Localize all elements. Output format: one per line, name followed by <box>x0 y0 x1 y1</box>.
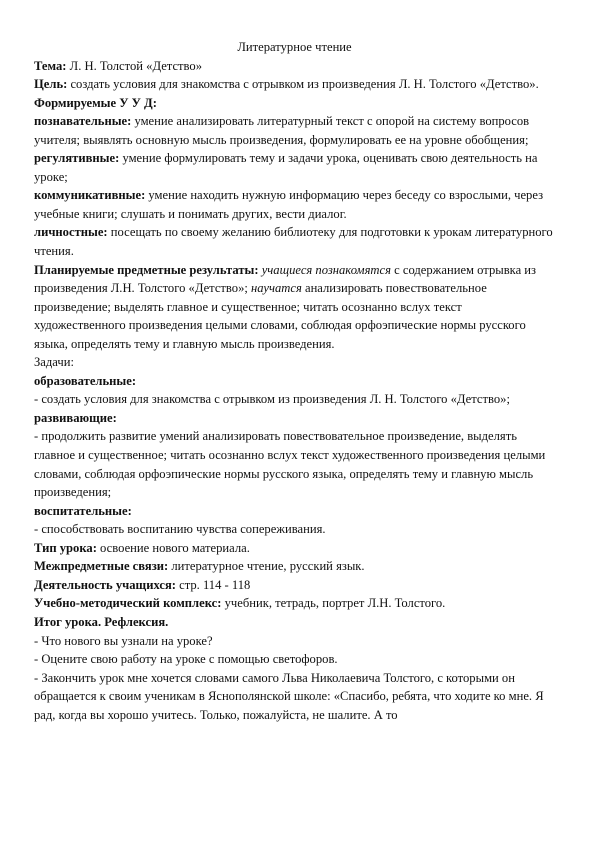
tasks-educational-label <box>34 372 555 391</box>
lesson-type <box>34 539 555 558</box>
uud-regulatory-text: умение формулировать тему и задачи урока, оценивать свою деятельность на уроке; <box>34 151 538 184</box>
tasks-upbringing-text: - способствовать воспитанию чувства сопереживания. <box>34 522 326 537</box>
uud-communicative-label: коммуникативные: <box>34 188 146 203</box>
uud-personal <box>34 223 555 260</box>
planned-label: Планируемые предметные результаты: <box>34 262 259 277</box>
uud-communicative <box>34 186 555 223</box>
goal-label: Цель: <box>34 77 68 92</box>
planned-italic-1: учащиеся познакомятся <box>261 262 391 277</box>
tasks-developing-text: - продолжить развитие умений анализировать повествовательное произведение, выделять главное и существенное; читать осознанно вслух текст художественного произведения целыми словами, соблюдая орфоэпические нормы русского языка, определять тему и главную мысль произведения; <box>34 429 546 500</box>
tasks-developing-label-text: развивающие: <box>34 410 117 425</box>
tasks-educational-text: - создать условия для знакомства с отрывком из произведения Л. Н. Толстого «Детство»; <box>34 392 510 407</box>
tasks-upbringing-label-text: воспитательные: <box>34 503 132 518</box>
interdisciplinary-label: Межпредметные связи: <box>34 559 169 574</box>
uud-cognitive-text: умение анализировать литературный текст с опорой на систему вопросов учителя; выявлять основную мысль произведения, формулировать ее на уровне обобщения; <box>34 114 530 147</box>
tasks-upbringing-label <box>34 502 555 521</box>
planned-italic-2: научатся <box>251 281 302 296</box>
complex-text: учебник, тетрадь, портрет Л.Н. Толстого. <box>221 596 446 611</box>
tasks-educational-label-text: образовательные: <box>34 373 137 388</box>
lesson-type-label: Тип урока: <box>34 540 97 555</box>
teaching-complex <box>34 594 555 613</box>
activity-text: стр. 114 - 118 <box>175 577 251 592</box>
summary-question-2: - Оцените свою работу на уроке с помощью светофоров. <box>34 652 338 667</box>
uud-personal-text: посещать по своему желанию библиотеку для подготовки к урокам литературного чтения. <box>34 225 553 259</box>
complex-label: Учебно-методический комплекс: <box>34 596 222 611</box>
planned-results <box>34 261 555 354</box>
interdisciplinary-text: литературное чтение, русский язык. <box>168 559 365 574</box>
summary-heading-text: Итог урока. Рефлексия. <box>34 614 169 629</box>
uud-personal-label: личностные: <box>34 225 108 240</box>
uud-communicative-text: умение находить нужную информацию через беседу со взрослыми, через учебные книги; слушать и понимать других, вести диалог. <box>34 188 544 221</box>
topic-line <box>34 57 555 76</box>
activity-label: Деятельность учащихся: <box>34 577 176 592</box>
summary-question-1: - Что нового вы узнали на уроке? <box>34 633 213 648</box>
planned-text-2: анализировать повествовательное произведение; выделять главное и существенное; читать осознанно вслух текст художественного произведения целыми словами, соблюдая орфоэпические нормы русского языка, определять тему и главную мысль произведения. <box>34 281 526 351</box>
summary-heading <box>34 613 555 632</box>
lesson-type-text: освоение нового материала. <box>96 540 250 555</box>
student-activity <box>34 576 555 595</box>
tasks-heading: Задачи: <box>34 355 74 370</box>
interdisciplinary-links <box>34 557 555 576</box>
summary-closing: - Закончить урок мне хочется словами самого Льва Николаевича Толстого, с которыми он обращается к своим ученикам в Яснополянской школе: «Спасибо, ребята, что ходите ко мне. Я рад, когда вы хорошо учитесь. Только, пожалуйста, не шалите. А то <box>34 670 544 722</box>
topic-text: Л. Н. Толстой «Детство» <box>66 58 202 73</box>
document-title: Литературное чтение <box>237 40 352 54</box>
uud-heading-text: Формируемые У У Д: <box>34 95 157 110</box>
uud-regulatory-label: регулятивные: <box>34 151 120 166</box>
planned-text-1: с содержанием отрывка из произведения Л.Н. Толстого «Детство»; <box>34 262 537 296</box>
topic-label: Тема: <box>34 58 67 73</box>
uud-cognitive-label: познавательные: <box>34 114 132 129</box>
goal-paragraph <box>34 75 555 94</box>
uud-cognitive <box>34 112 555 149</box>
uud-regulatory <box>34 149 555 186</box>
tasks-developing-label <box>34 409 555 428</box>
goal-text: создать условия для знакомства с отрывком из произведения Л. Н. Толстого «Детство». <box>67 77 539 92</box>
uud-heading <box>34 94 555 113</box>
